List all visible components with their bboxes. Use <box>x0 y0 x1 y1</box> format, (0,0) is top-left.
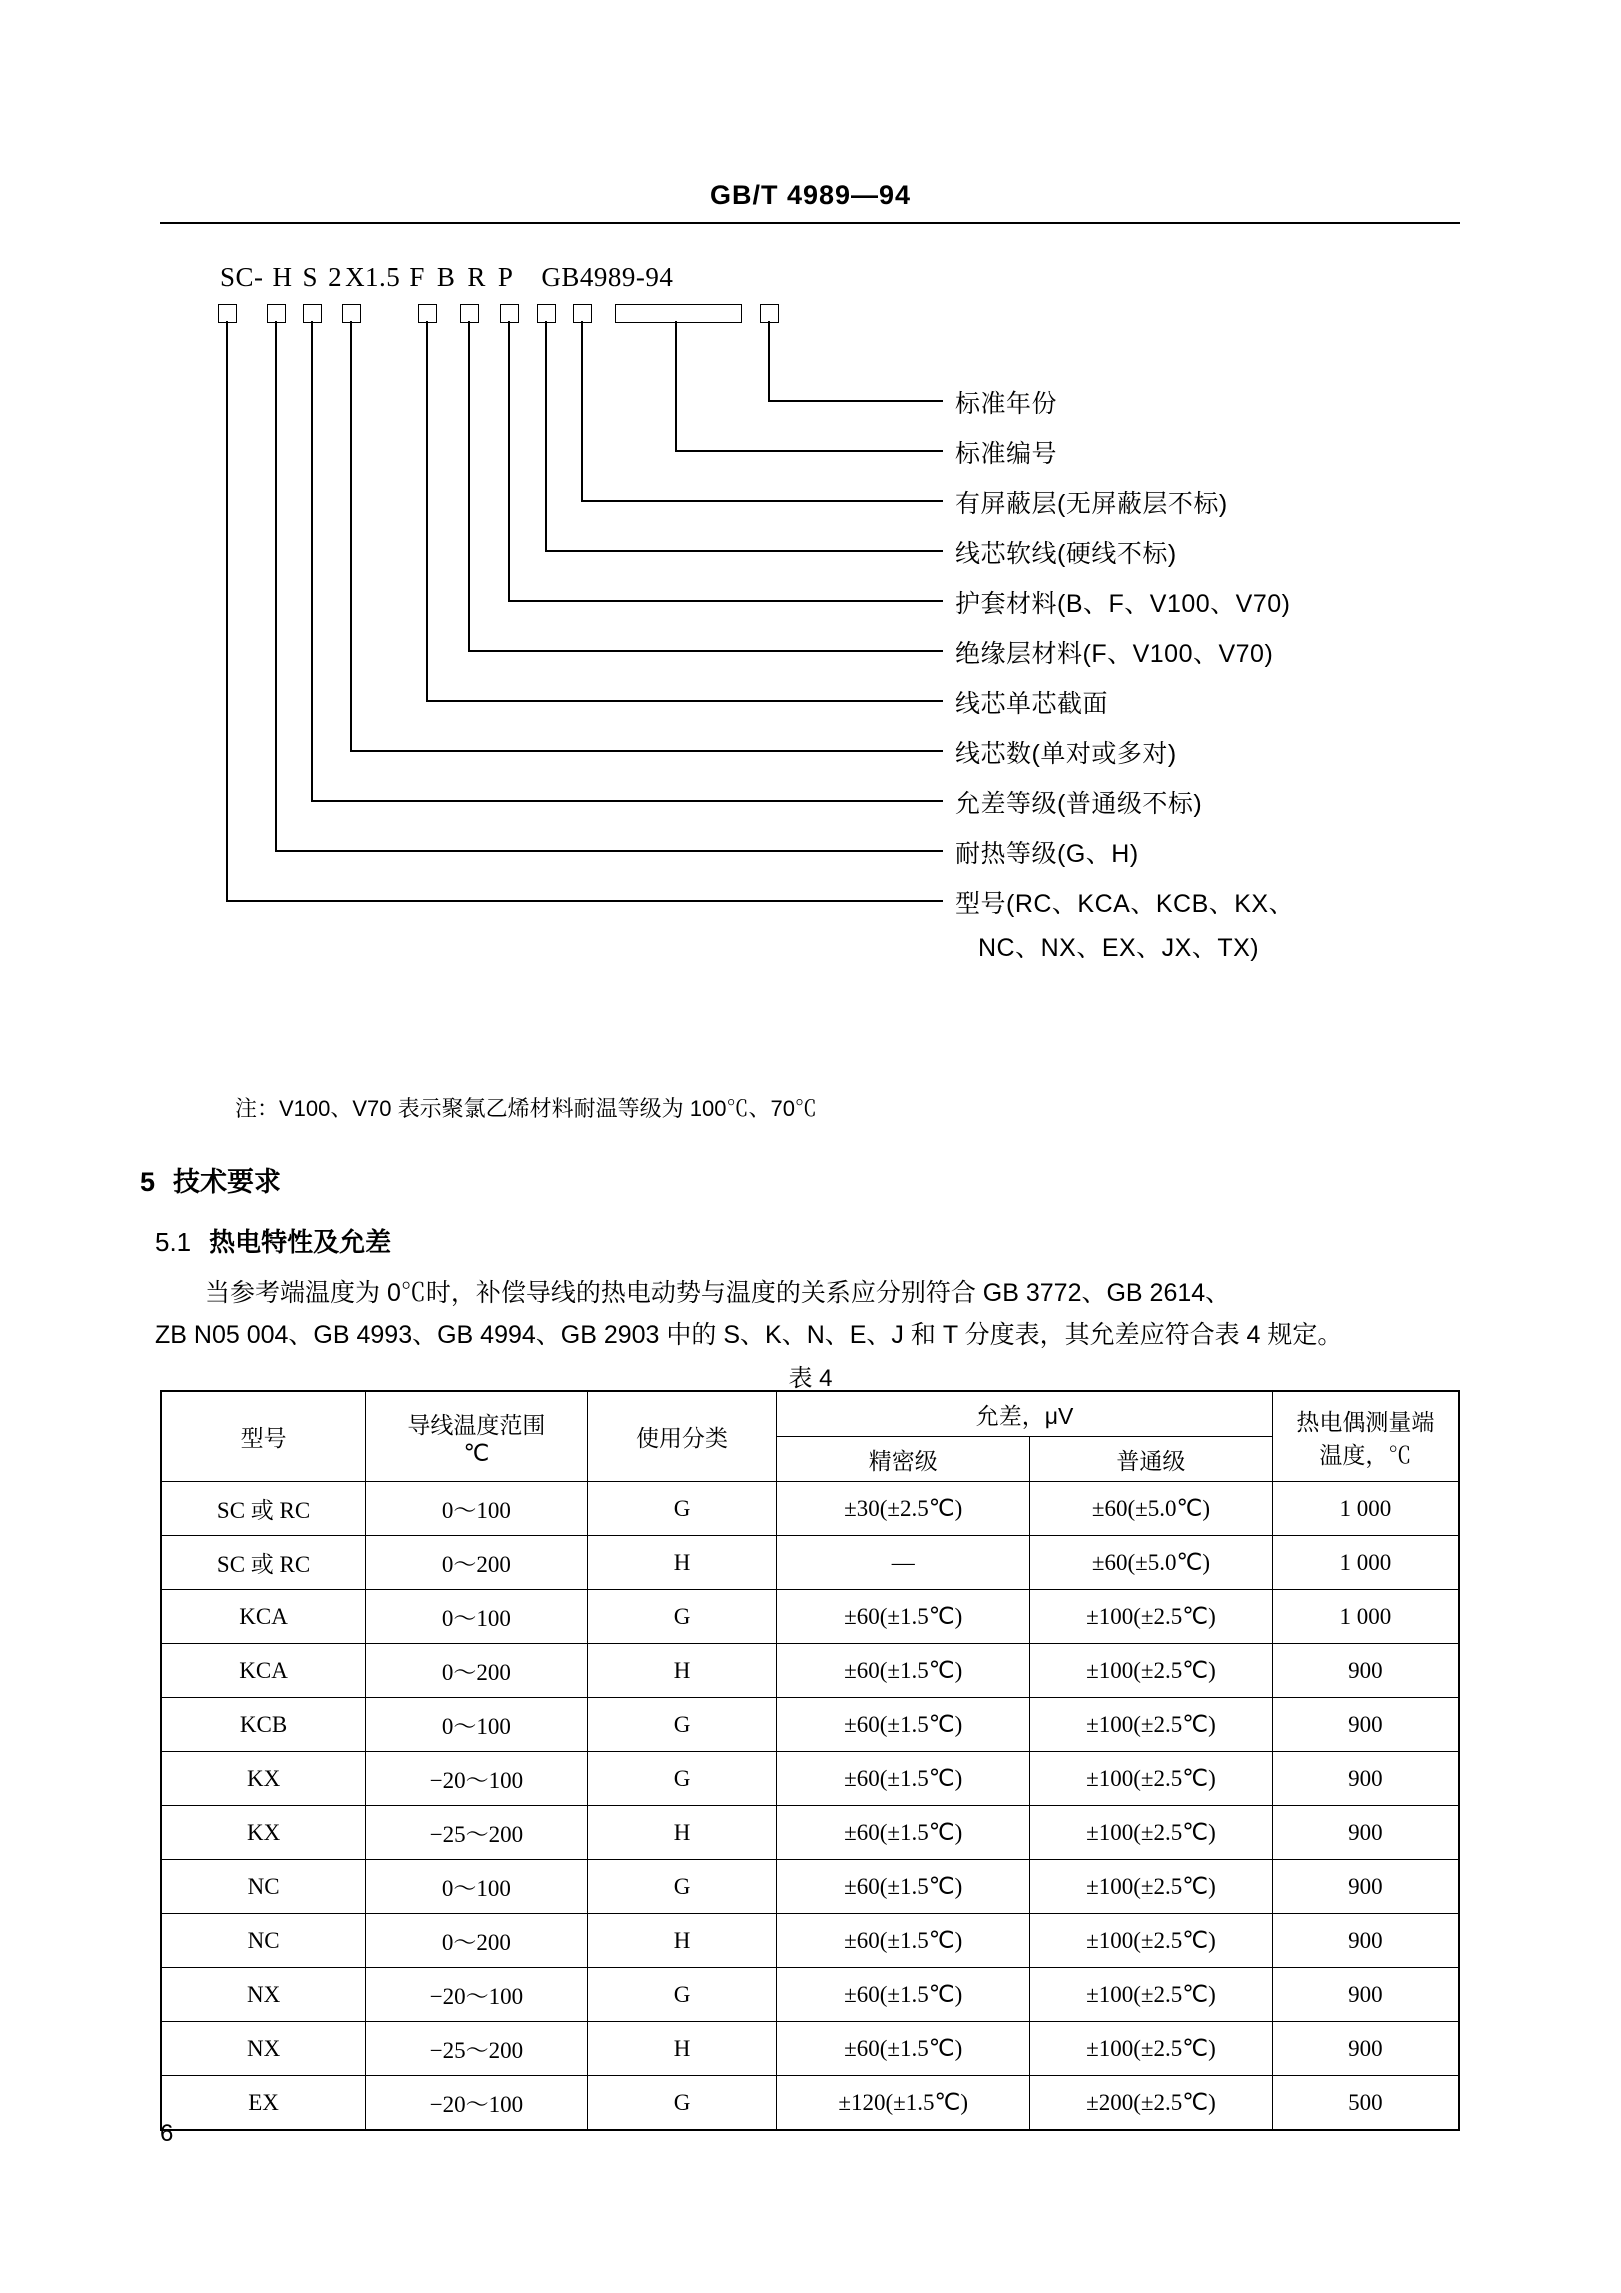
cell-range: 0～200 <box>366 1536 588 1590</box>
code-part-shield: P <box>497 262 514 292</box>
diagram-note: 注：V100、V70 表示聚氯乙烯材料耐温等级为 100℃、70℃ <box>235 1096 817 1121</box>
cell-range: −25～200 <box>366 2022 588 2076</box>
label-heat-grade: 耐热等级(G、H) <box>955 840 1139 868</box>
leader-v-section <box>426 321 428 700</box>
leader-v-year <box>768 321 770 400</box>
cell-class: G <box>587 1698 777 1752</box>
table-body <box>161 1482 1459 2131</box>
th-measure-end-l2: 温度，℃ <box>1319 1441 1412 1468</box>
cell-precision: ±120(±1.5℃) <box>777 2076 1030 2131</box>
cell-class: H <box>587 1644 777 1698</box>
th-precision: 精密级 <box>777 1437 1030 1482</box>
cell-range: 0～100 <box>366 1860 588 1914</box>
leader-h-year <box>768 400 943 402</box>
code-part-heat: H <box>272 262 293 292</box>
th-ordinary: 普通级 <box>1030 1437 1273 1482</box>
cell-measure: 900 <box>1272 2022 1459 2076</box>
cell-ordinary: ±100(±2.5℃) <box>1030 1860 1273 1914</box>
leader-v-shield <box>581 321 583 500</box>
label-insulation-material: 绝缘层材料(F、V100、V70) <box>955 640 1274 668</box>
th-temp-range-l2: ℃ <box>463 1439 490 1466</box>
cell-precision: ±60(±1.5℃) <box>777 1968 1030 2022</box>
leader-h-shield <box>581 500 943 502</box>
leader-v-corecount <box>350 321 352 750</box>
cell-ordinary: ±200(±2.5℃) <box>1030 2076 1273 2131</box>
cell-ordinary: ±100(±2.5℃) <box>1030 1698 1273 1752</box>
table-row <box>161 2076 1459 2131</box>
cell-model: NC <box>161 1860 366 1914</box>
code-part-standard: GB4989-94 <box>541 262 674 292</box>
leader-h-sheath <box>508 600 943 602</box>
cell-class: H <box>587 1914 777 1968</box>
cell-class: H <box>587 1536 777 1590</box>
cell-model: NX <box>161 2022 366 2076</box>
page-number: 6 <box>160 2120 174 2147</box>
section-5-title: 技术要求 <box>173 1167 282 1197</box>
cell-measure: 900 <box>1272 1698 1459 1752</box>
cell-model: KX <box>161 1806 366 1860</box>
label-standard-no: 标准编号 <box>955 440 1058 468</box>
cell-range: 0～100 <box>366 1482 588 1536</box>
table-row <box>161 1968 1459 2022</box>
cell-precision: ±60(±1.5℃) <box>777 1644 1030 1698</box>
cell-measure: 900 <box>1272 1752 1459 1806</box>
cell-measure: 1 000 <box>1272 1536 1459 1590</box>
cell-class: G <box>587 2076 777 2131</box>
label-core-count: 线芯数(单对或多对) <box>955 740 1177 768</box>
cell-measure: 900 <box>1272 1644 1459 1698</box>
cell-class: G <box>587 1482 777 1536</box>
leader-h-model <box>226 900 943 902</box>
cell-ordinary: ±100(±2.5℃) <box>1030 1752 1273 1806</box>
model-code-string <box>220 262 673 293</box>
label-tolerance-grade: 允差等级(普通级不标) <box>955 790 1203 818</box>
cell-model: KCB <box>161 1698 366 1752</box>
paragraph-line-2: ZB N05 004、GB 4993、GB 4994、GB 2903 中的 S、K、N、E、J 和 T 分度表，其允差应符合表 4 规定。 <box>155 1321 1343 1349</box>
cell-ordinary: ±100(±2.5℃) <box>1030 2022 1273 2076</box>
cell-model: SC 或 RC <box>161 1536 366 1590</box>
cell-precision: ±60(±1.5℃) <box>777 1860 1030 1914</box>
cell-class: G <box>587 1752 777 1806</box>
cell-precision: ±60(±1.5℃) <box>777 1806 1030 1860</box>
cell-precision: ±60(±1.5℃) <box>777 1698 1030 1752</box>
cell-model: EX <box>161 2076 366 2131</box>
cell-precision: ±60(±1.5℃) <box>777 1590 1030 1644</box>
table-row <box>161 1860 1459 1914</box>
label-model-line1: 型号(RC、KCA、KCB、KX、 <box>955 890 1295 918</box>
leader-v-insul <box>468 321 470 650</box>
cell-measure: 900 <box>1272 1914 1459 1968</box>
th-measure-end-l1: 热电偶测量端 <box>1296 1408 1435 1435</box>
cell-class: G <box>587 1968 777 2022</box>
cell-model: KCA <box>161 1590 366 1644</box>
label-shield: 有屏蔽层(无屏蔽层不标) <box>955 490 1228 518</box>
paragraph-line-1: 当参考端温度为 0℃时，补偿导线的热电动势与温度的关系应分别符合 GB 3772、GB 2614、 <box>205 1279 1231 1307</box>
cell-range: 0～100 <box>366 1590 588 1644</box>
cell-precision: — <box>777 1536 1030 1590</box>
cell-range: −20～100 <box>366 1968 588 2022</box>
cell-measure: 1 000 <box>1272 1482 1459 1536</box>
code-part-section: X1.5 <box>345 262 401 292</box>
cell-ordinary: ±100(±2.5℃) <box>1030 1806 1273 1860</box>
cell-model: NC <box>161 1914 366 1968</box>
cell-model: KCA <box>161 1644 366 1698</box>
table-row <box>161 1590 1459 1644</box>
leader-h-corecount <box>350 750 943 752</box>
section-51-title: 热电特性及允差 <box>209 1227 392 1257</box>
page-header: GB/T 4989—94 <box>709 180 912 210</box>
leader-v-sheath <box>508 321 510 600</box>
label-sheath-material: 护套材料(B、F、V100、V70) <box>955 590 1291 618</box>
leader-v-model <box>226 321 228 900</box>
cell-model: KX <box>161 1752 366 1806</box>
th-model: 型号 <box>161 1391 366 1482</box>
code-part-model: SC- <box>220 262 264 292</box>
code-box-standard-no <box>615 304 742 323</box>
th-temp-range-l1: 导线温度范围 <box>407 1411 546 1438</box>
th-temp-range <box>366 1391 588 1482</box>
cell-class: G <box>587 1590 777 1644</box>
cell-ordinary: ±60(±5.0℃) <box>1030 1482 1273 1536</box>
leader-h-tolerance <box>311 800 943 802</box>
cell-precision: ±30(±2.5℃) <box>777 1482 1030 1536</box>
code-part-soft: R <box>467 262 486 292</box>
section-5-number: 5 <box>140 1167 156 1197</box>
label-standard-year: 标准年份 <box>955 390 1058 418</box>
code-part-cores: 2 <box>328 262 343 292</box>
cell-ordinary: ±100(±2.5℃) <box>1030 1590 1273 1644</box>
leader-h-insul <box>468 650 943 652</box>
cell-range: −20～100 <box>366 1752 588 1806</box>
label-core-section: 线芯单芯截面 <box>955 690 1109 718</box>
cell-range: −25～200 <box>366 1806 588 1860</box>
table-row <box>161 1536 1459 1590</box>
code-part-sheath: B <box>436 262 456 292</box>
cell-class: H <box>587 1806 777 1860</box>
cell-measure: 900 <box>1272 1968 1459 2022</box>
leader-v-heat <box>275 321 277 850</box>
leader-h-section <box>426 700 943 702</box>
cell-range: 0～100 <box>366 1698 588 1752</box>
cell-range: −20～100 <box>366 2076 588 2131</box>
model-code-diagram <box>160 250 1460 1110</box>
cell-ordinary: ±100(±2.5℃) <box>1030 1644 1273 1698</box>
label-model-line2: NC、NX、EX、JX、TX) <box>978 934 1260 962</box>
cell-model: SC 或 RC <box>161 1482 366 1536</box>
cell-class: G <box>587 1860 777 1914</box>
cell-precision: ±60(±1.5℃) <box>777 2022 1030 2076</box>
table-caption: 表 4 <box>788 1365 833 1392</box>
cell-precision: ±60(±1.5℃) <box>777 1752 1030 1806</box>
th-measure-end <box>1272 1391 1459 1482</box>
cell-ordinary: ±100(±2.5℃) <box>1030 1914 1273 1968</box>
table-row <box>161 2022 1459 2076</box>
leader-h-heat <box>275 850 943 852</box>
table-row <box>161 1806 1459 1860</box>
table-row <box>161 1698 1459 1752</box>
cell-measure: 1 000 <box>1272 1590 1459 1644</box>
code-part-insulation: F <box>409 262 425 292</box>
th-usage-class: 使用分类 <box>587 1391 777 1482</box>
cell-ordinary: ±100(±2.5℃) <box>1030 1968 1273 2022</box>
table-row <box>161 1644 1459 1698</box>
leader-v-stdno <box>675 321 677 450</box>
section-51-heading <box>155 1222 391 1259</box>
leader-h-soft <box>545 550 943 552</box>
cell-range: 0～200 <box>366 1644 588 1698</box>
cell-measure: 900 <box>1272 1806 1459 1860</box>
leader-h-stdno <box>675 450 943 452</box>
leader-v-soft <box>545 321 547 550</box>
cell-measure: 500 <box>1272 2076 1459 2131</box>
cell-measure: 900 <box>1272 1860 1459 1914</box>
tolerance-table <box>160 1390 1460 2131</box>
cell-ordinary: ±60(±5.0℃) <box>1030 1536 1273 1590</box>
th-tolerance: 允差，μV <box>777 1391 1272 1437</box>
code-part-tolerance: S <box>302 262 319 292</box>
leader-v-tolerance <box>311 321 313 800</box>
cell-range: 0～200 <box>366 1914 588 1968</box>
table-row <box>161 1914 1459 1968</box>
header-divider <box>160 222 1460 224</box>
cell-class: H <box>587 2022 777 2076</box>
label-soft-core: 线芯软线(硬线不标) <box>955 540 1177 568</box>
table-row <box>161 1482 1459 1536</box>
table-row <box>161 1752 1459 1806</box>
cell-model: NX <box>161 1968 366 2022</box>
section-51-number: 5.1 <box>155 1227 192 1257</box>
cell-precision: ±60(±1.5℃) <box>777 1914 1030 1968</box>
section-5-heading <box>140 1160 281 1199</box>
